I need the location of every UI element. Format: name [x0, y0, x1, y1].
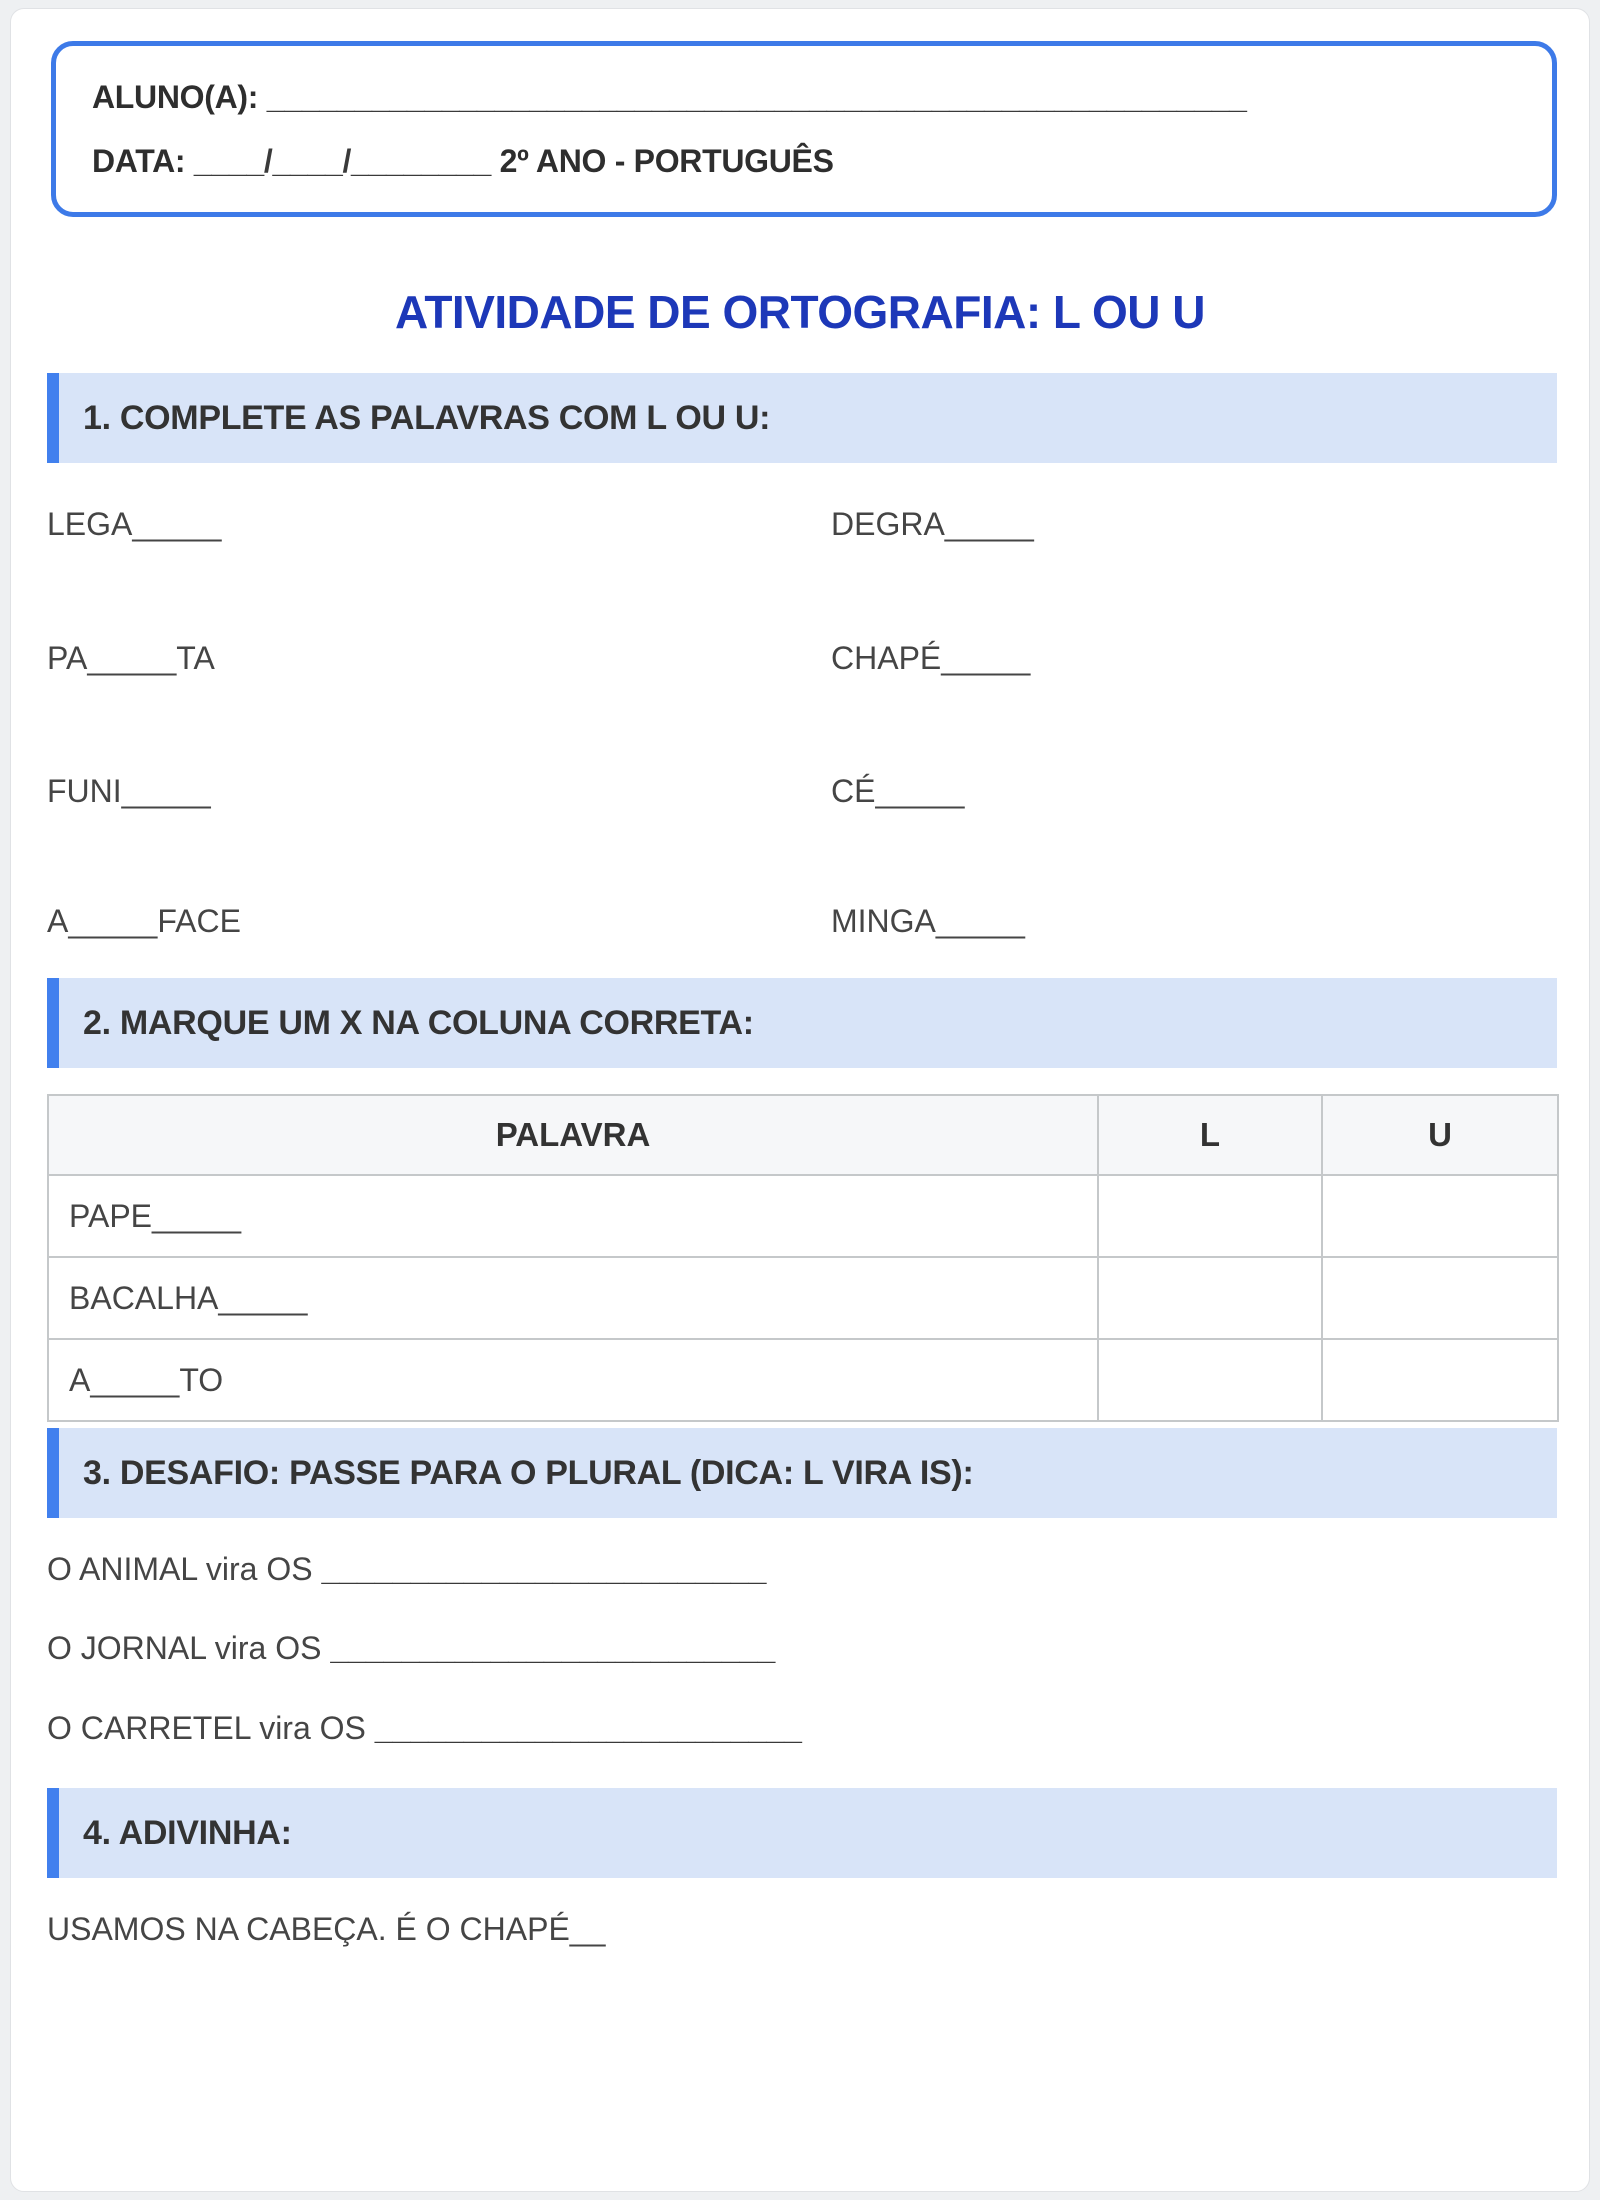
fill-word: DEGRA_____: [831, 506, 1034, 542]
table-row: [48, 1257, 1558, 1339]
answer-cell-u: [1322, 1339, 1558, 1421]
table-row: [48, 1175, 1558, 1257]
answer-cell-l: [1098, 1175, 1322, 1257]
word-row: [47, 899, 1557, 943]
plural-blank: ________________________: [374, 1710, 802, 1746]
grade-label: 2º ANO - PORTUGUÊS: [499, 143, 834, 179]
riddle-line: USAMOS NA CABEÇA. É O CHAPÉ__: [47, 1911, 606, 1947]
section-accent: [47, 1788, 59, 1878]
answer-cell-u: [1322, 1175, 1558, 1257]
fill-word: PA_____TA: [47, 640, 215, 676]
table-word-cell: A_____TO: [48, 1339, 1098, 1421]
table-word-cell: BACALHA_____: [48, 1257, 1098, 1339]
section-accent: [47, 373, 59, 463]
section-3-header: [47, 1428, 1557, 1518]
student-info-box: [51, 41, 1557, 217]
worksheet-page: [10, 8, 1590, 2192]
date-label: DATA:: [92, 143, 186, 179]
student-name-blank: ________________________________________________________: [266, 79, 1247, 115]
answer-cell-u: [1322, 1257, 1558, 1339]
section-accent: [47, 1428, 59, 1518]
section-2-heading: 2. MARQUE UM X NA COLUNA CORRETA:: [83, 1003, 754, 1042]
plural-blank: _________________________: [321, 1551, 767, 1587]
plural-prefix: O ANIMAL vira OS: [47, 1551, 322, 1587]
section-accent: [47, 978, 59, 1068]
fill-word: CÉ_____: [831, 773, 965, 809]
date-line: [92, 140, 1522, 182]
column-header-palavra: PALAVRA: [48, 1095, 1098, 1175]
student-label: ALUNO(A):: [92, 79, 259, 115]
fill-word: CHAPÉ_____: [831, 640, 1031, 676]
section-2-header: [47, 978, 1557, 1068]
date-blank: ____/____/________: [193, 143, 492, 179]
answer-cell-l: [1098, 1257, 1322, 1339]
fill-word: FUNI_____: [47, 773, 211, 809]
column-header-u: U: [1322, 1095, 1558, 1175]
word-row: [47, 769, 1557, 813]
table-row: [48, 1339, 1558, 1421]
word-row: [47, 636, 1557, 680]
section-3-heading: 3. DESAFIO: PASSE PARA O PLURAL (DICA: L VIRA IS):: [83, 1453, 974, 1492]
plural-line: [47, 1706, 1557, 1750]
plural-prefix: O JORNAL vira OS: [47, 1630, 331, 1666]
plural-line: [47, 1626, 1557, 1670]
section-1-heading: 1. COMPLETE AS PALAVRAS COM L OU U:: [83, 398, 771, 437]
section-4-header: [47, 1788, 1557, 1878]
fill-word: MINGA_____: [831, 903, 1025, 939]
table-word-cell: PAPE_____: [48, 1175, 1098, 1257]
column-header-l: L: [1098, 1095, 1322, 1175]
section-1-header: [47, 373, 1557, 463]
section-4-heading: 4. ADIVINHA:: [83, 1813, 292, 1852]
page-title: ATIVIDADE DE ORTOGRAFIA: L OU U: [395, 286, 1205, 338]
plural-blank: _________________________: [330, 1630, 776, 1666]
fill-word: LEGA_____: [47, 506, 222, 542]
plural-prefix: O CARRETEL vira OS: [47, 1710, 375, 1746]
table-header-row: [48, 1095, 1558, 1175]
word-row: [47, 502, 1557, 546]
mark-column-table: [47, 1094, 1559, 1422]
student-line: [92, 76, 1522, 118]
answer-cell-l: [1098, 1339, 1322, 1421]
plural-line: [47, 1547, 1557, 1591]
fill-word: A_____FACE: [47, 903, 241, 939]
